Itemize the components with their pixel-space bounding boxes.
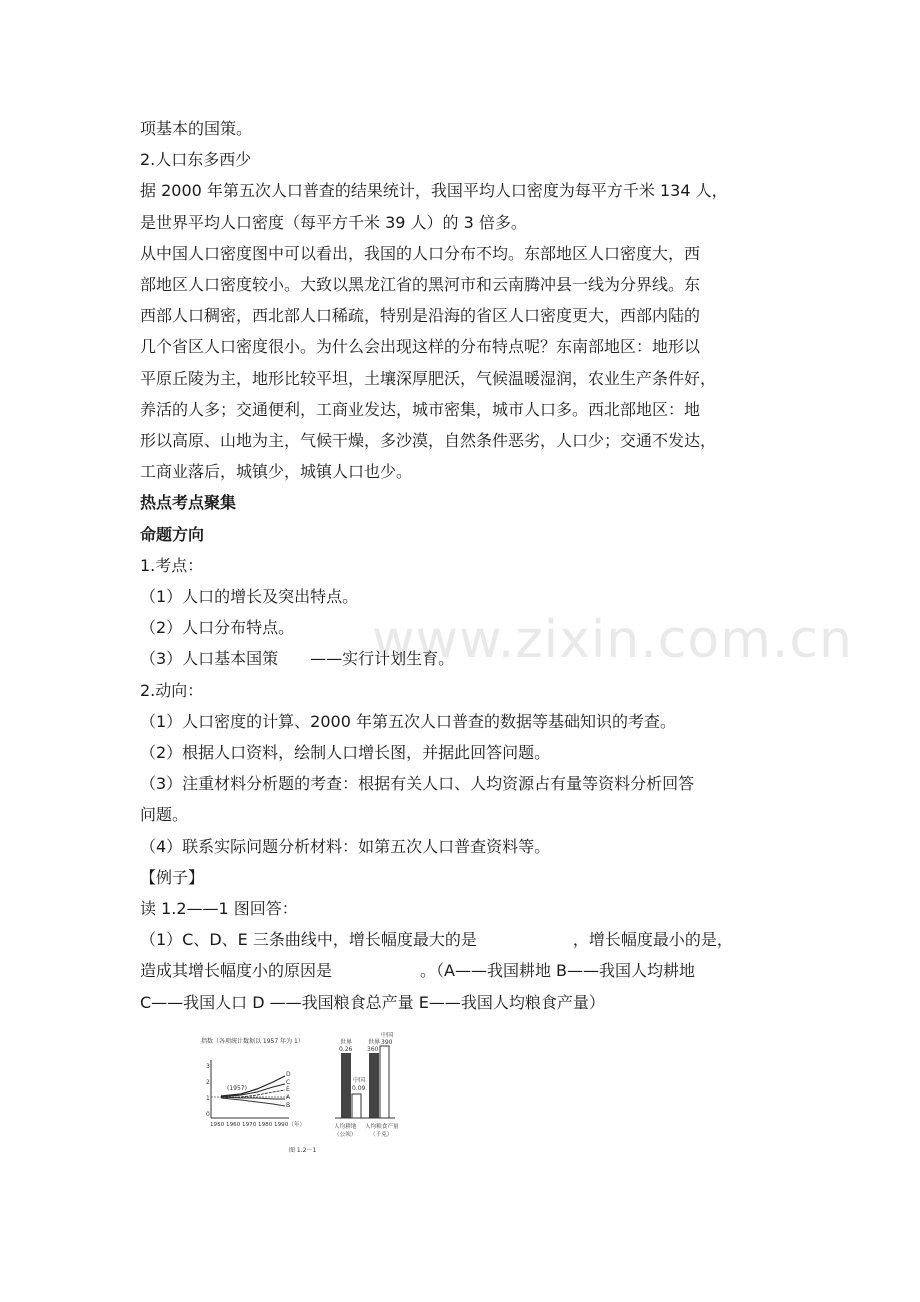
curve-label-c: C xyxy=(286,1079,291,1086)
text-line: 项基本的国策。 xyxy=(140,119,253,138)
figure-xticks: 1950 1960 1970 1980 1990（年） xyxy=(210,1122,306,1128)
text-line: 2.人口东多西少 xyxy=(140,150,252,170)
bar2-world-value: 360 xyxy=(367,1046,379,1053)
bar1-world xyxy=(341,1053,351,1118)
base-year-label: (1957) xyxy=(227,1085,247,1092)
text-line: （3）人口基本国策 ——实行计划生育。 xyxy=(140,649,455,669)
question-line-3 xyxy=(140,987,792,1018)
text-line: 养活的人多；交通便利，工商业发达，城市密集，城市人口多。西北部地区：地 xyxy=(140,399,701,419)
text-line: 2.动向： xyxy=(140,680,204,700)
text-line: 据 2000 年第五次人口普查的结果统计，我国平均人口密度为每平方千米 134 人， xyxy=(140,181,728,201)
figure-1-2-1 xyxy=(197,1032,429,1158)
text-line: 部地区人口密度较小。大致以黑龙江省的黑河市和云南腾冲县一线为分界线。东 xyxy=(140,275,701,295)
bar1-world-label: 世界 xyxy=(340,1039,353,1046)
bar2-world-label: 世界 xyxy=(368,1039,381,1046)
text-line: 几个省区人口密度很小。为什么会出现这样的分布特点呢？东南部地区：地形以 xyxy=(140,337,701,357)
text-line: 【例子】 xyxy=(140,867,205,887)
text-lines xyxy=(140,113,792,924)
figure-ytick: 0 xyxy=(206,1111,210,1118)
text-line: 形以高原、山地为主，气候干燥，多沙漠，自然条件恶劣，人口少；交通不发达， xyxy=(140,431,717,451)
question-line-2 xyxy=(140,955,792,986)
curve-label-e: E xyxy=(286,1086,290,1093)
curve-label-d: D xyxy=(286,1071,291,1078)
figure-ytick: 3 xyxy=(206,1063,210,1070)
text-line: 从中国人口密度图中可以看出，我国的人口分布不均。东部地区人口密度大，西 xyxy=(140,243,701,263)
text-line: （2）人口分布特点。 xyxy=(140,618,295,638)
text-line: 读 1.2——1 图回答： xyxy=(140,899,298,919)
question-line2-part-2: 。（A——我国耕地 B——我国人均耕地 xyxy=(420,961,696,981)
text-line: 1.考点： xyxy=(140,555,204,575)
bar1-caption-1: 人均耕地 xyxy=(334,1124,357,1130)
text-line: 平原丘陵为主，地形比较平坦，土壤深厚肥沃，气候温暖湿润，农业生产条件好， xyxy=(140,368,717,388)
text-line: （2）根据人口资料，绘制人口增长图，并据此回答问题。 xyxy=(140,743,551,763)
text-line: 西部人口稠密，西北部人口稀疏，特别是沿海的省区人口密度更大，西部内陆的 xyxy=(140,306,701,326)
bar1-china-value: 0.09 xyxy=(352,1085,366,1092)
bar1-china-label: 中国 xyxy=(353,1077,366,1084)
curve-label-a: A xyxy=(286,1094,291,1101)
text-line: （4）联系实际问题分析材料：如第五次人口普查资料等。 xyxy=(140,836,551,856)
question-part-1: （1）C、D、E 三条曲线中，增长幅度最大的是 xyxy=(140,930,477,950)
watermark: www.zixin.com.cn xyxy=(372,610,853,670)
text-line: 工商业落后，城镇少，城镇人口也少。 xyxy=(140,462,413,482)
bar2-china-value: 390 xyxy=(381,1039,393,1046)
figure-caption: 图 1.2－1 xyxy=(289,1147,317,1154)
text-line: （1）人口密度的计算、2000 年第五次人口普查的数据等基础知识的考查。 xyxy=(140,711,676,731)
bar2-world xyxy=(369,1053,379,1118)
question-part-2: ，增长幅度最小的是， xyxy=(572,930,733,950)
figure-ylabel: 指数（各项统计数据以 1957 年为 1） xyxy=(201,1038,304,1045)
question-line2-part-1: 造成其增长幅度小的原因是 xyxy=(140,961,333,981)
bar1-caption-2: （公顷） xyxy=(334,1132,357,1138)
bar2-caption-2: （千克） xyxy=(370,1132,393,1138)
text-line: （1）人口的增长及突出特点。 xyxy=(140,587,359,607)
figure-svg xyxy=(197,1032,429,1158)
section-heading: 命题方向 xyxy=(140,524,205,544)
curve-label-b: B xyxy=(286,1102,291,1109)
document-body xyxy=(140,113,792,1018)
bar2-china-label: 中国 xyxy=(381,1032,394,1039)
question-legend: C——我国人口 D ——我国粮食总产量 E——我国人均粮食产量） xyxy=(140,992,605,1012)
bar2-china xyxy=(380,1046,389,1118)
section-heading: 热点考点聚集 xyxy=(140,493,237,513)
bar2-caption-1: 人均粮食产量 xyxy=(365,1124,399,1130)
text-line: （3）注重材料分析题的考查：根据有关人口、人均资源占有量等资料分析回答 xyxy=(140,774,695,794)
bar1-world-value: 0.26 xyxy=(339,1046,353,1053)
text-line: 问题。 xyxy=(140,805,189,825)
figure-ytick: 1 xyxy=(206,1095,210,1102)
question-line-1 xyxy=(140,924,792,955)
bar1-china xyxy=(352,1094,361,1118)
figure-ytick: 2 xyxy=(206,1079,210,1086)
text-line: 是世界平均人口密度（每平方千米 39 人）的 3 倍多。 xyxy=(140,212,527,232)
